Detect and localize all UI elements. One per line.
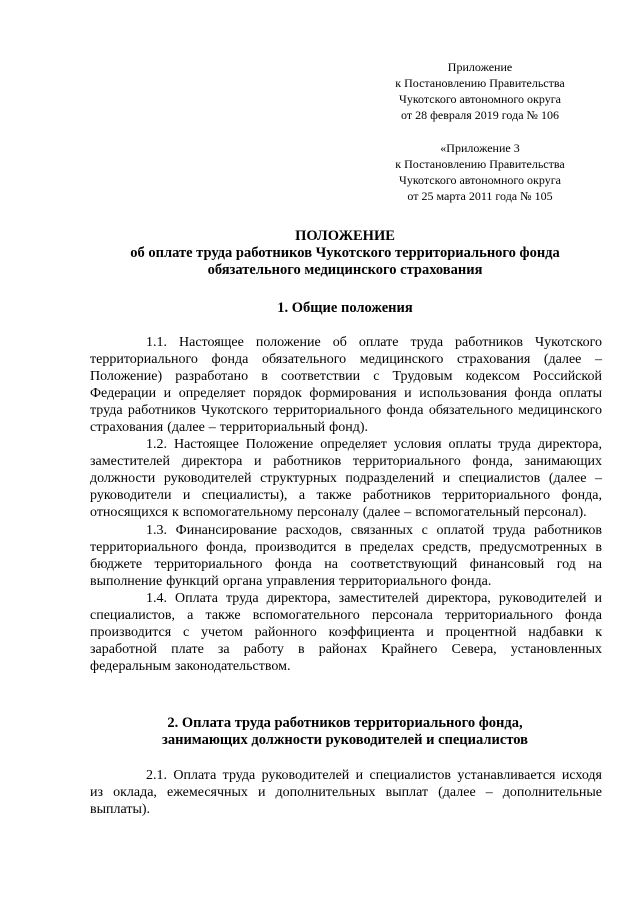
title-line: об оплате труда работников Чукотского территориального фонда (130, 245, 560, 261)
appendix-region-line: Чукотского автономного округа (399, 173, 561, 187)
appendix-header-original (380, 140, 580, 204)
paragraph: 1.2. Настоящее Положение определяет условия оплаты труда директора, заместителей директора и работников территориального фонда, занимающих должности руководителей структурных подразделений и специалистов (далее – руководители и специалисты), а также работников территориального фонда, относящихся к вспомогательному персоналу (далее – вспомогательный персонал). (90, 437, 602, 521)
paragraph: 1.1. Настоящее положение об оплате труда работников Чукотского территориального фонда обязательного медицинского страхования (далее – Положение) разработано в соответствии с Трудовым кодексом Российской Федерации и определяет порядок формирования и использования фонда оплаты труда работников Чукотского территориального фонда обязательного медицинского страхования (далее – территориальный фонд). (90, 335, 602, 436)
section-heading (85, 300, 605, 317)
title-line: обязательного медицинского страхования (207, 262, 483, 278)
appendix-date-line: от 28 февраля 2019 года № 106 (401, 108, 559, 122)
paragraph: 2.1. Оплата труда руководителей и специалистов устанавливается исходя из оклада, ежемесячных и дополнительных выплат (далее – дополнительные выплаты). (90, 768, 602, 818)
section-heading-text: занимающих должности руководителей и специалистов (162, 732, 528, 748)
document-title (85, 228, 605, 279)
appendix-region-line: Чукотского автономного округа (399, 92, 561, 106)
appendix-label: «Приложение 3 (440, 141, 520, 155)
section-heading-text: 1. Общие положения (277, 300, 413, 316)
appendix-label: Приложение (447, 60, 513, 74)
section-heading (85, 715, 605, 749)
paragraph: 1.3. Финансирование расходов, связанных с оплатой труда работников территориального фонда, производится в пределах средств, предусмотренных в бюджете территориального фонда на соответствующий финансовый год на выполнение функций органа управления территориального фонда. (90, 522, 602, 589)
paragraph: 1.4. Оплата труда директора, заместителей директора, руководителей и специалистов, а также вспомогательного персонала территориального фонда производится с учетом районного коэффициента и процентной надбавки к заработной плате за работу в районах Крайнего Севера, установленных федеральным законодательством. (90, 590, 602, 674)
section-body (90, 767, 602, 818)
section-heading-text: 2. Оплата труда работников территориального фонда, (167, 715, 523, 731)
section-body (90, 334, 602, 675)
appendix-decree-line: к Постановлению Правительства (395, 76, 565, 90)
title-line: ПОЛОЖЕНИЕ (295, 228, 395, 244)
appendix-header-current (380, 59, 580, 123)
appendix-decree-line: к Постановлению Правительства (395, 157, 565, 171)
appendix-date-line: от 25 марта 2011 года № 105 (407, 189, 553, 203)
